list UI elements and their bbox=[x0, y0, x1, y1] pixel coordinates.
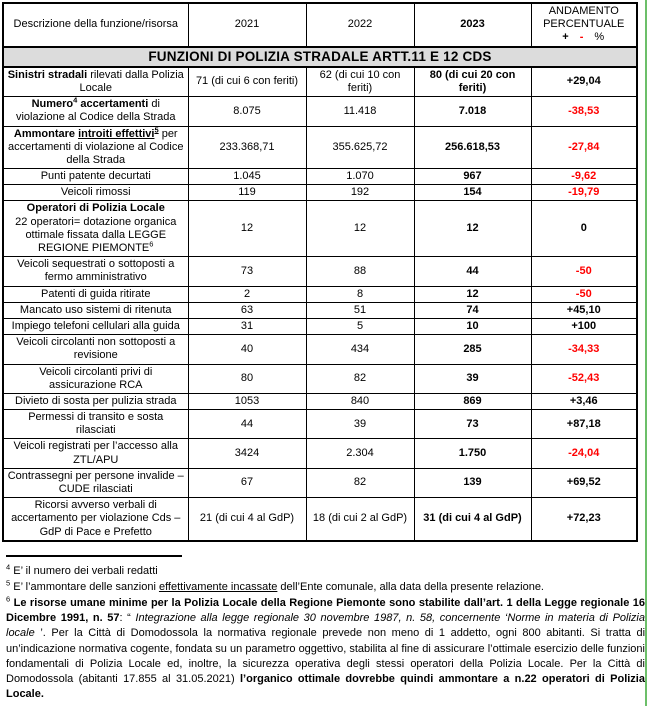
trend-value: +69,52 bbox=[531, 468, 637, 497]
row-label bbox=[3, 169, 188, 185]
footnote bbox=[6, 596, 645, 702]
table-row bbox=[3, 498, 637, 541]
table-row bbox=[3, 468, 637, 497]
value-2021: 31 bbox=[188, 318, 306, 334]
trend-value: -38,53 bbox=[531, 97, 637, 126]
trend-value: +72,23 bbox=[531, 498, 637, 541]
value-2023: 74 bbox=[414, 302, 531, 318]
row-label bbox=[3, 201, 188, 257]
trend-value: -24,04 bbox=[531, 439, 637, 468]
police-functions-table bbox=[2, 2, 638, 542]
value-2022: 62 (di cui 10 con feriti) bbox=[306, 67, 414, 97]
table-header-row bbox=[3, 3, 637, 47]
value-2021: 119 bbox=[188, 185, 306, 201]
table-row bbox=[3, 410, 637, 439]
text-segment: rilevati dalla Polizia Locale bbox=[79, 68, 184, 94]
value-2023: 12 bbox=[414, 201, 531, 257]
text-segment: Veicoli circolanti privi di assicurazione RCA bbox=[39, 365, 153, 391]
trend-value: +100 bbox=[531, 318, 637, 334]
value-2022: 12 bbox=[306, 201, 414, 257]
row-label bbox=[3, 498, 188, 541]
text-segment: Le risorse umane minime per la Polizia Locale della Regione Piemonte sono stabilite dall’art. 1 della Legge regionale 16 Dicembre 1991, n. 57 bbox=[6, 597, 646, 625]
table-row bbox=[3, 185, 637, 201]
text-segment: Divieto di sosta per pulizia strada bbox=[15, 394, 177, 407]
text-segment: per accertamenti di violazione al Codice della Strada bbox=[8, 127, 184, 166]
section-banner-title: FUNZIONI DI POLIZIA STRADALE ARTT.11 E 12 CDS bbox=[3, 47, 637, 67]
text-segment: Sinistri stradali bbox=[7, 68, 88, 81]
trend-value: -27,84 bbox=[531, 126, 637, 169]
value-2022: 18 (di cui 2 al GdP) bbox=[306, 498, 414, 541]
col-header-description: Descrizione della funzione/risorsa bbox=[3, 3, 188, 47]
row-label bbox=[3, 257, 188, 286]
trend-value: +29,04 bbox=[531, 67, 637, 97]
row-label bbox=[3, 468, 188, 497]
row-label bbox=[3, 286, 188, 302]
table-body bbox=[3, 67, 637, 541]
value-2021: 233.368,71 bbox=[188, 126, 306, 169]
value-2023: 73 bbox=[414, 410, 531, 439]
row-label bbox=[3, 335, 188, 364]
text-segment: di violazione al Codice della Strada bbox=[15, 98, 176, 124]
footnotes-block bbox=[6, 564, 645, 703]
value-2023: 10 bbox=[414, 318, 531, 334]
text-segment: 4 bbox=[73, 96, 78, 105]
col-header-2021: 2021 bbox=[188, 3, 306, 47]
text-segment: Integrazione alla legge regionale 30 novembre 1987, n. 58, concernente ‘Norme in materia di Polizia locale bbox=[6, 612, 645, 640]
plus-sign: + bbox=[562, 31, 570, 44]
table-row bbox=[3, 201, 637, 257]
row-label bbox=[3, 364, 188, 393]
table-row bbox=[3, 439, 637, 468]
value-2023: 7.018 bbox=[414, 97, 531, 126]
text-segment: Permessi di transito e sosta rilasciati bbox=[28, 411, 164, 437]
row-label bbox=[3, 393, 188, 409]
trend-header-line1: ANDAMENTO bbox=[548, 5, 619, 17]
text-segment: Contrassegni per persone invalide – CUDE rilasciati bbox=[7, 469, 184, 495]
value-2021: 80 bbox=[188, 364, 306, 393]
trend-value: +45,10 bbox=[531, 302, 637, 318]
value-2021: 71 (di cui 6 con feriti) bbox=[188, 67, 306, 97]
value-2021: 1053 bbox=[188, 393, 306, 409]
value-2023: 869 bbox=[414, 393, 531, 409]
value-2022: 51 bbox=[306, 302, 414, 318]
row-label bbox=[3, 439, 188, 468]
row-label bbox=[3, 67, 188, 97]
table-row bbox=[3, 318, 637, 334]
value-2021: 44 bbox=[188, 410, 306, 439]
value-2023: 967 bbox=[414, 169, 531, 185]
value-2022: 82 bbox=[306, 468, 414, 497]
col-header-2022: 2022 bbox=[306, 3, 414, 47]
trend-value: -19,79 bbox=[531, 185, 637, 201]
footnote-marker: 6 bbox=[6, 594, 11, 604]
value-2021: 73 bbox=[188, 257, 306, 286]
value-2022: 192 bbox=[306, 185, 414, 201]
trend-value: -50 bbox=[531, 257, 637, 286]
text-segment: l’organico ottimale dovrebbe quindi ammontare a n.22 operatori di Polizia Locale. bbox=[6, 672, 645, 701]
value-2021: 3424 bbox=[188, 439, 306, 468]
text-segment: Mancato uso sistemi di ritenuta bbox=[19, 303, 172, 316]
trend-value: -34,33 bbox=[531, 335, 637, 364]
trend-header-signs bbox=[535, 31, 634, 44]
trend-value: +87,18 bbox=[531, 410, 637, 439]
value-2023: 256.618,53 bbox=[414, 126, 531, 169]
value-2022: 39 bbox=[306, 410, 414, 439]
value-2023: 154 bbox=[414, 185, 531, 201]
value-2022: 840 bbox=[306, 393, 414, 409]
value-2022: 355.625,72 bbox=[306, 126, 414, 169]
value-2023: 39 bbox=[414, 364, 531, 393]
value-2022: 434 bbox=[306, 335, 414, 364]
table-row bbox=[3, 169, 637, 185]
text-segment: Punti patente decurtati bbox=[40, 170, 151, 183]
table-row bbox=[3, 126, 637, 169]
text-segment: ’. Per la Città di Domodossola la normativa regionale prevede non meno di 1 addetto, ogni 800 abitanti. Si tratta di un’indicazione normativa cogente, fondata su un parametro oggettivo, stabilita al fine di assicurare l’ottimale esercizio delle funzioni fondamentali di Polizia Locale ed, inoltre, la sicurezza operativa degli stessi operatori della Polizia Locale. Per la Città di Domodossola (abitanti 17.855 al 31.05.2021) bbox=[6, 627, 646, 685]
footnote-separator bbox=[6, 555, 182, 557]
trend-value: 0 bbox=[531, 201, 637, 257]
trend-value: -52,43 bbox=[531, 364, 637, 393]
trend-value: -9,62 bbox=[531, 169, 637, 185]
text-segment: Impiego telefoni cellulari alla guida bbox=[11, 319, 180, 332]
text-segment: E’ l’ammontare delle sanzioni bbox=[13, 580, 159, 593]
text-segment: introiti effettivi bbox=[78, 127, 155, 140]
row-label bbox=[3, 185, 188, 201]
table-row bbox=[3, 286, 637, 302]
table-row bbox=[3, 257, 637, 286]
text-segment: Operatori di Polizia Locale bbox=[26, 202, 165, 215]
text-segment: : “ bbox=[119, 612, 136, 625]
footnote bbox=[6, 564, 645, 579]
text-segment: accertamenti bbox=[77, 98, 149, 111]
value-2023: 285 bbox=[414, 335, 531, 364]
value-2022: 5 bbox=[306, 318, 414, 334]
value-2023: 1.750 bbox=[414, 439, 531, 468]
section-banner-row bbox=[3, 47, 637, 67]
row-label bbox=[3, 97, 188, 126]
value-2022: 8 bbox=[306, 286, 414, 302]
value-2021: 21 (di cui 4 al GdP) bbox=[188, 498, 306, 541]
table-row bbox=[3, 364, 637, 393]
footnote bbox=[6, 580, 645, 595]
row-label bbox=[3, 302, 188, 318]
text-segment: dell’Ente comunale, alla data della presente relazione. bbox=[277, 580, 544, 593]
trend-value: -50 bbox=[531, 286, 637, 302]
value-2021: 12 bbox=[188, 201, 306, 257]
col-header-trend bbox=[531, 3, 637, 47]
minus-sign: - bbox=[579, 31, 585, 44]
text-segment: Ricorsi avverso verbali di accertamento per violazione Cds – GdP di Pace e Prefetto bbox=[11, 499, 181, 538]
value-2023: 139 bbox=[414, 468, 531, 497]
value-2022: 2.304 bbox=[306, 439, 414, 468]
value-2023: 12 bbox=[414, 286, 531, 302]
percent-sign: % bbox=[594, 31, 606, 44]
value-2022: 88 bbox=[306, 257, 414, 286]
trend-header-line2: PERCENTUALE bbox=[543, 18, 625, 31]
col-header-2023: 2023 bbox=[414, 3, 531, 47]
text-segment: 6 bbox=[149, 239, 154, 249]
row-label bbox=[3, 410, 188, 439]
value-2021: 8.075 bbox=[188, 97, 306, 126]
text-segment: E’ il numero dei verbali redatti bbox=[13, 564, 158, 577]
table-row bbox=[3, 393, 637, 409]
value-2023: 80 (di cui 20 con feriti) bbox=[414, 67, 531, 97]
text-segment: 22 operatori= dotazione organica ottimale fissata dalla LEGGE REGIONE PIEMONTE bbox=[15, 215, 177, 254]
text-segment: Veicoli registrati per l’accesso alla ZTL/APU bbox=[13, 440, 178, 466]
footnote-marker: 5 bbox=[6, 578, 11, 588]
text-segment: Patenti di guida ritirate bbox=[41, 287, 151, 300]
value-2023: 31 (di cui 4 al GdP) bbox=[414, 498, 531, 541]
trend-value: +3,46 bbox=[531, 393, 637, 409]
table-row bbox=[3, 97, 637, 126]
value-2021: 1.045 bbox=[188, 169, 306, 185]
value-2021: 40 bbox=[188, 335, 306, 364]
value-2021: 63 bbox=[188, 302, 306, 318]
table-row bbox=[3, 335, 637, 364]
table-row bbox=[3, 302, 637, 318]
value-2023: 44 bbox=[414, 257, 531, 286]
row-label bbox=[3, 126, 188, 169]
text-segment: Veicoli rimossi bbox=[60, 186, 131, 199]
row-label bbox=[3, 318, 188, 334]
table-row bbox=[3, 67, 637, 97]
text-segment: effettivamente incassate bbox=[158, 580, 278, 593]
text-segment: Veicoli sequestrati o sottoposti a fermo amministrativo bbox=[17, 258, 175, 284]
value-2022: 82 bbox=[306, 364, 414, 393]
text-segment: Veicoli circolanti non sottoposti a revisione bbox=[16, 336, 176, 362]
footnote-marker: 4 bbox=[6, 562, 11, 572]
value-2022: 11.418 bbox=[306, 97, 414, 126]
value-2022: 1.070 bbox=[306, 169, 414, 185]
text-segment: 5 bbox=[154, 126, 159, 134]
value-2021: 67 bbox=[188, 468, 306, 497]
value-2021: 2 bbox=[188, 286, 306, 302]
text-segment: Ammontare bbox=[13, 127, 79, 140]
page-edge-line bbox=[645, 0, 647, 706]
text-segment: Numero bbox=[31, 98, 74, 111]
